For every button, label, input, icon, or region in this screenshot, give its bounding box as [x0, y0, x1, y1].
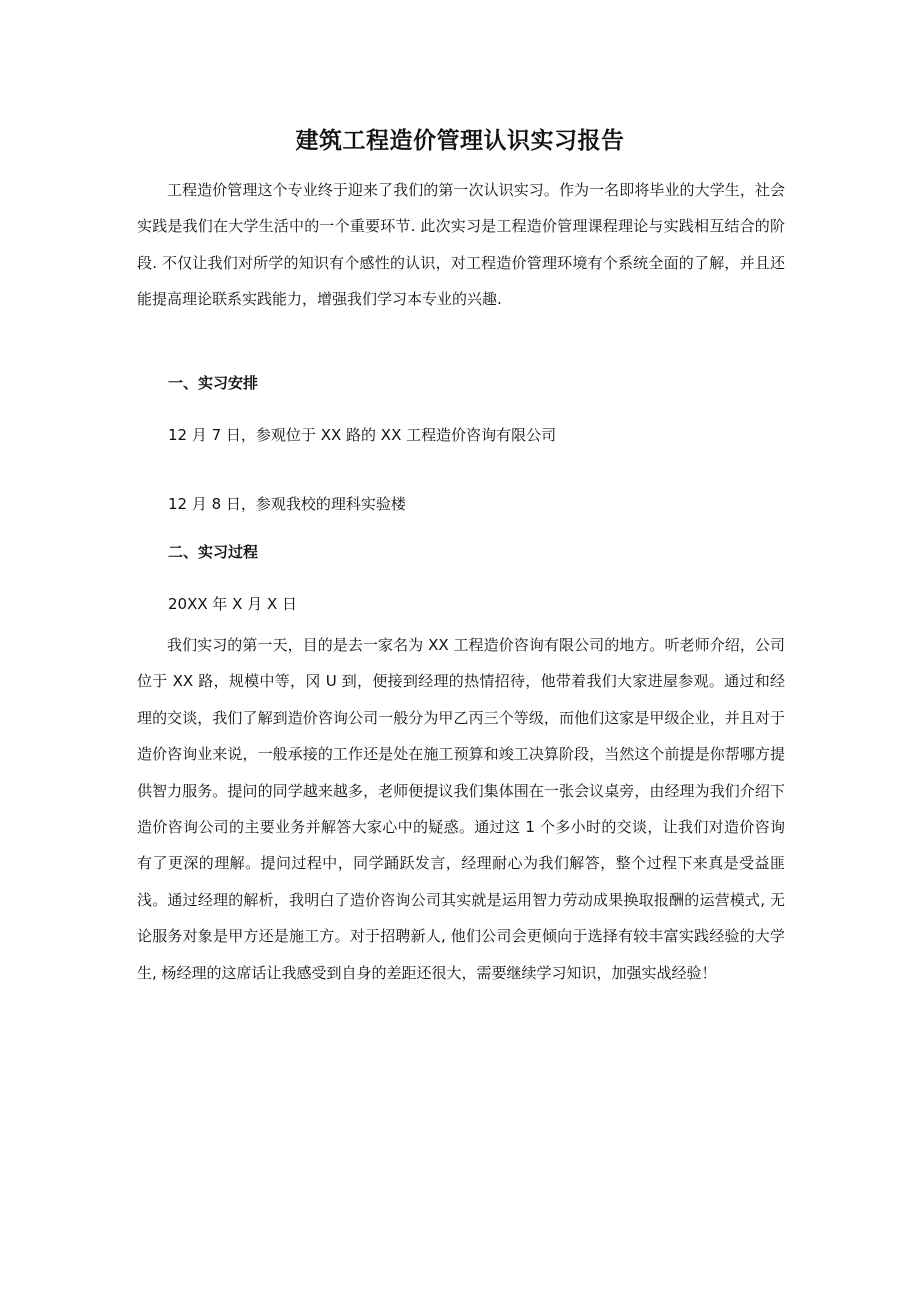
section-heading-process: 二、实习过程 [168, 543, 259, 561]
intro-paragraph: 工程造价管理这个专业终于迎来了我们的第一次认识实习。作为一名即将毕业的大学生，社会实践是我们在大学生活中的一个重要环节. 此次实习是工程造价管理课程理论与实践相互结合的阶段. 不仅让我们对所学的知识有个感性的认识，对工程造价管理环境有个系统全面的了解，并且还能提高理论联系实践能力，增强我们学习本专业的兴趣. [137, 181, 785, 309]
document-title: 建筑工程造价管理认识实习报告 [295, 128, 625, 154]
schedule-item: 12 月 7 日，参观位于 XX 路的 XX 工程造价咨询有限公司 [168, 426, 557, 444]
process-paragraph: 我们实习的第一天，目的是去一家名为 XX 工程造价咨询有限公司的地方。听老师介绍，公司位于 XX 路，规模中等，冈 U 到，便接到经理的热情招待，他带着我们大家进屋参观。通过和经理的交谈，我们了解到造价咨询公司一般分为甲乙丙三个等级，而他们这家是甲级企业，并且对于造价咨询业来说，一般承接的工作还是处在施工预算和竣工决算阶段，当然这个前提是你帮哪方提供智力服务。提问的同学越来越多，老师便提议我们集体围在一张会议桌旁，由经理为我们介绍下造价咨询公司的主要业务并解答大家心中的疑惑。通过这 1 个多小时的交谈，让我们对造价咨询有了更深的理解。提问过程中，同学踊跃发言，经理耐心为我们解答，整个过程下来真是受益匪浅。通过经理的解析，我明白了造价咨询公司其实就是运用智力劳动成果换取报酬的运营模式, 无论服务对象是甲方还是施工方。对于招聘新人, 他们公司会更倾向于选择有较丰富实践经验的大学生, 杨经理的这席话让我感受到自身的差距还很大，需要继续学习知识，加强实战经验！ [137, 636, 785, 982]
schedule-item: 12 月 8 日，参观我校的理科实验楼 [168, 495, 406, 513]
section-heading-schedule: 一、实习安排 [168, 374, 259, 392]
process-date: 20XX 年 X 月 X 日 [168, 595, 298, 613]
